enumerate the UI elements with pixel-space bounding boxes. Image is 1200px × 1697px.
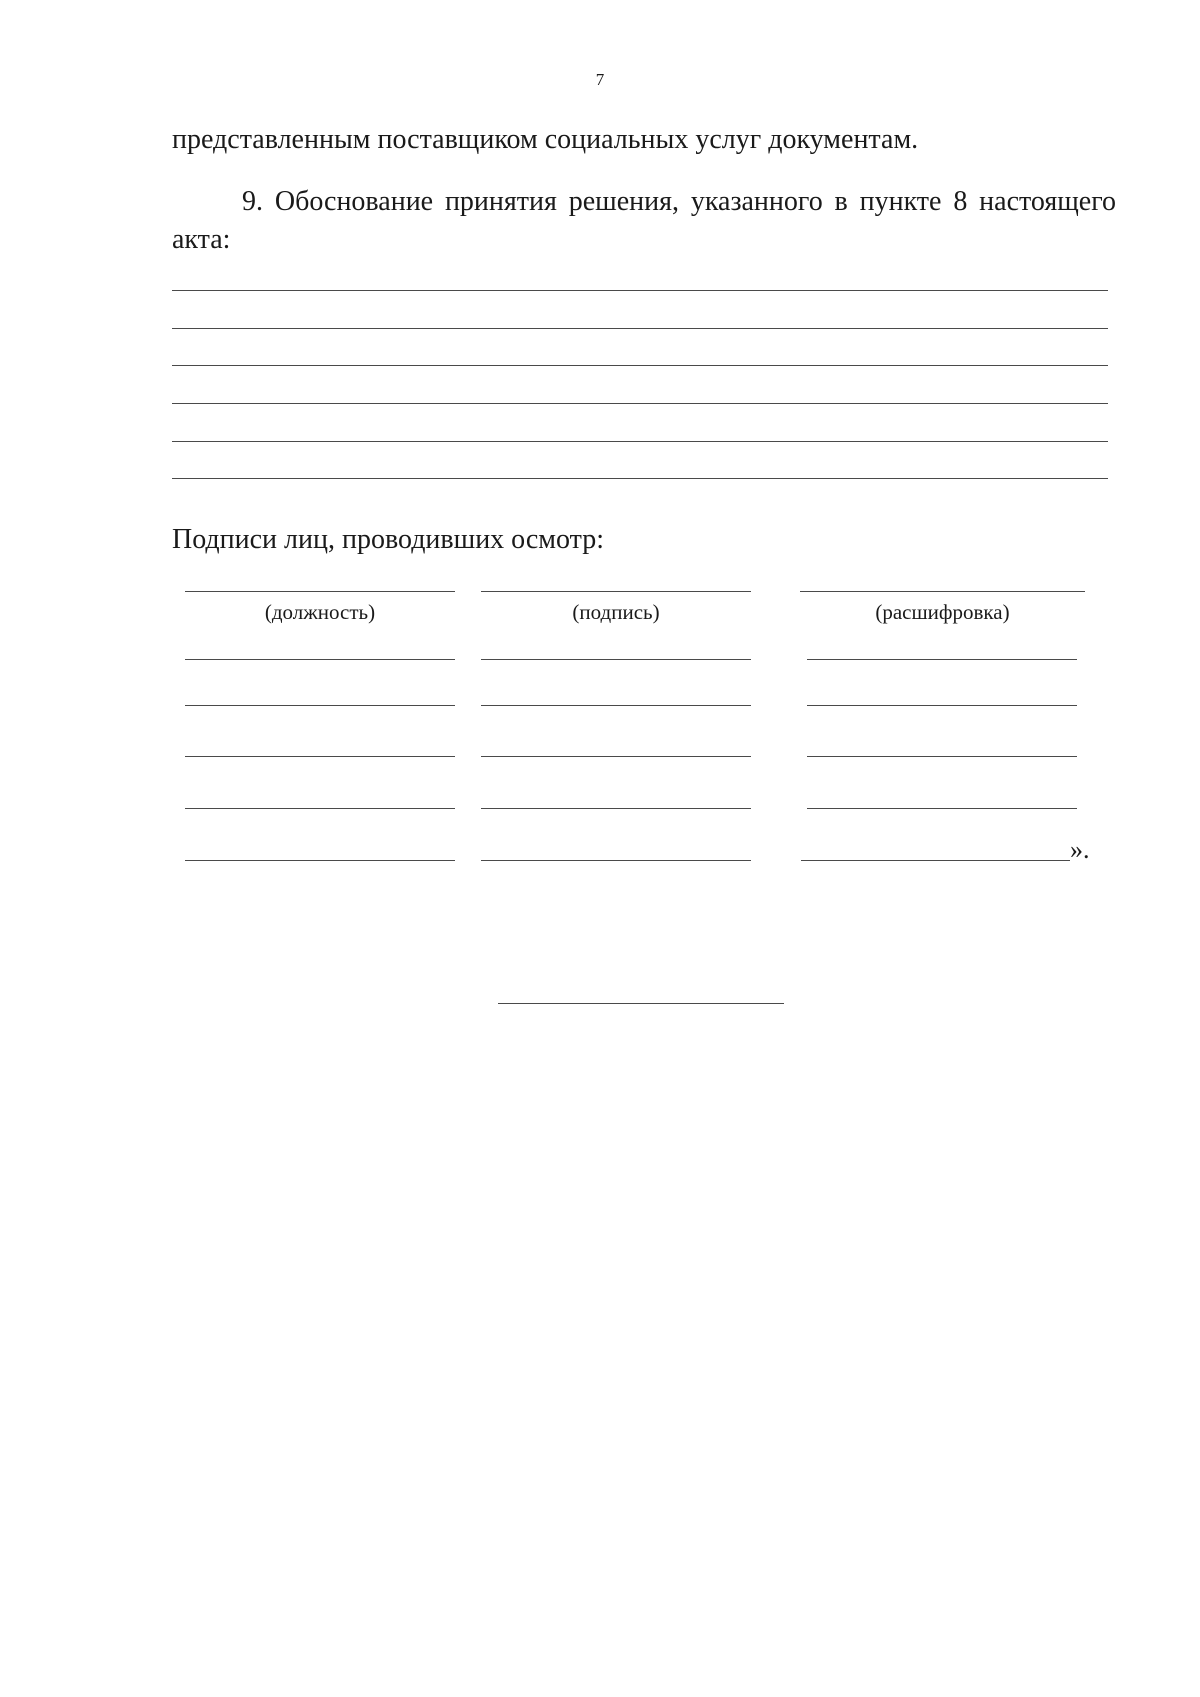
justification-blank-line[interactable]	[172, 290, 1108, 291]
signature-line[interactable]	[481, 705, 751, 706]
paragraph-9-continuation: акта:	[172, 224, 231, 255]
page-number: 7	[595, 70, 605, 89]
transcript-line[interactable]	[807, 756, 1077, 757]
end-separator-line	[498, 1003, 784, 1004]
signatures-title: Подписи лиц, проводивших осмотр:	[172, 524, 605, 555]
position-line[interactable]	[185, 756, 455, 757]
justification-blank-line[interactable]	[172, 365, 1108, 366]
paragraph-9-heading: 9. Обоснование принятия решения, указанного в пункте 8 настоящего	[242, 186, 1116, 217]
position-line[interactable]	[185, 705, 455, 706]
signature-line[interactable]	[481, 659, 751, 660]
position-line[interactable]	[185, 860, 455, 861]
transcript-line[interactable]	[807, 808, 1077, 809]
transcript-line[interactable]	[807, 659, 1077, 660]
position-line[interactable]	[185, 808, 455, 809]
closing-quote-mark: ».	[1070, 835, 1090, 864]
position-line[interactable]	[185, 659, 455, 660]
signature-line[interactable]	[481, 860, 751, 861]
justification-blank-line[interactable]	[172, 403, 1108, 404]
justification-blank-line[interactable]	[172, 328, 1108, 329]
continuation-text: представленным поставщиком социальных услуг документам.	[172, 124, 919, 155]
justification-blank-line[interactable]	[172, 441, 1108, 442]
justification-blank-line[interactable]	[172, 478, 1108, 479]
signature-line[interactable]	[481, 808, 751, 809]
signature-line[interactable]	[481, 591, 751, 592]
position-caption: (должность)	[264, 600, 376, 624]
signature-caption: (подпись)	[572, 600, 660, 624]
transcript-line[interactable]	[807, 705, 1077, 706]
signature-line[interactable]	[481, 756, 751, 757]
transcript-line[interactable]	[801, 860, 1070, 861]
transcript-line[interactable]	[800, 591, 1085, 592]
transcript-caption: (расшифровка)	[875, 600, 1010, 624]
position-line[interactable]	[185, 591, 455, 592]
